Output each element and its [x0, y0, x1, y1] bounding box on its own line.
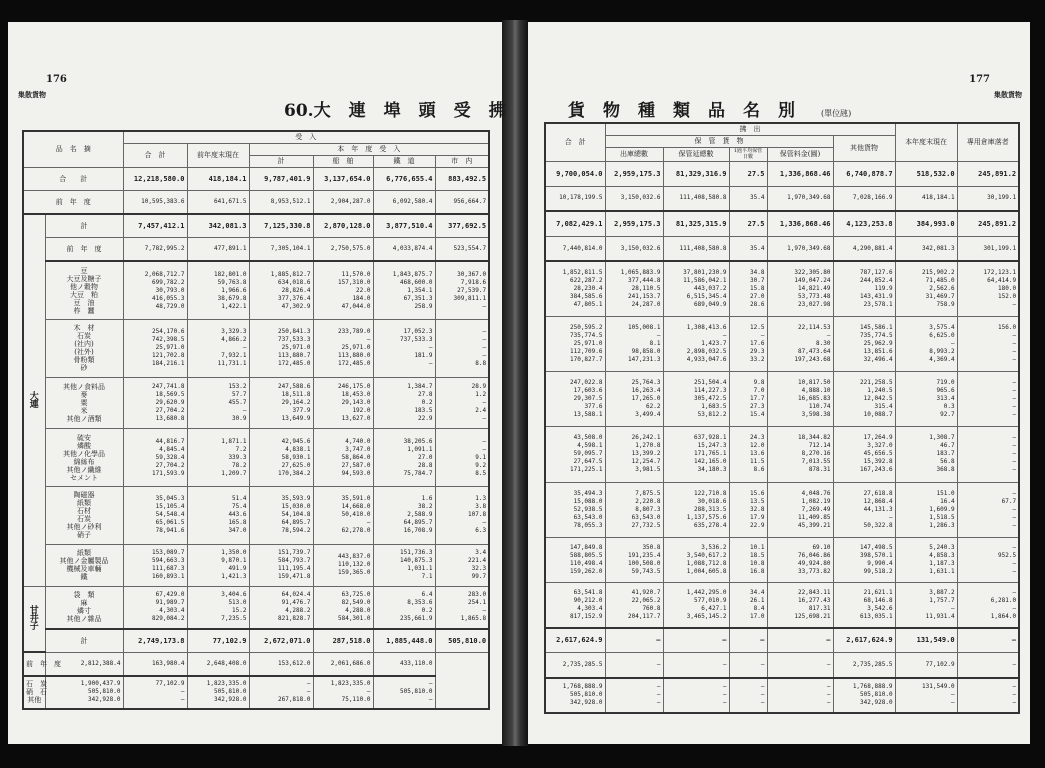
table-cell: 7,875.5 2,220.8 8,807.3 63,543.0 27,732.5 [605, 482, 663, 537]
table-cell: 17,052.3 737,533.3 — 181.9 — [373, 319, 435, 377]
table-cell: 342,081.3 [895, 236, 957, 261]
table-row [23, 238, 489, 262]
table-cell: 7,782,995.2 [123, 238, 187, 262]
table-cell: 1,885,448.0 [373, 629, 435, 653]
table-cell: 111,408,580.8 [663, 236, 729, 261]
table-row [545, 261, 1019, 316]
table-cell: 4,048.76 1,082.19 7,269.49 11,409.85 45,399.21 [767, 482, 833, 537]
table-cell: 1,823,335.0 — 75,110.0 [313, 676, 373, 709]
r-header-out: 出庫總數 [605, 147, 663, 161]
row-label: 計 [45, 629, 123, 653]
table-cell: 10.1 18.5 10.8 16.8 [729, 537, 767, 582]
table-cell: 250,841.3 737,533.3 25,971.0 113,880.7 172,485.0 [249, 319, 313, 377]
table-cell: — [663, 653, 729, 678]
r-header-storage: 保 管 貨 物 [605, 135, 833, 147]
table-cell: 2,735,285.5 [545, 653, 605, 678]
table-cell: 1,970,349.68 [767, 236, 833, 261]
table-cell: 182,801.0 59,763.8 1,966.6 38,679.8 1,422.1 [187, 261, 249, 319]
table-cell: 250,595.2 735,774.5 25,971.0 112,709.6 170,827.7 [545, 317, 605, 372]
row-label: 紙類 其他ノ金屬製品 機械及車輛 鐵 [45, 544, 123, 586]
table-cell: 1,768,888.9 505,810.0 342,928.0 [545, 678, 605, 713]
table-cell: 2,735,285.5 [833, 653, 895, 678]
table-cell: 67,429.0 91,989.7 4,303.4 829,084.2 [123, 587, 187, 629]
row-label: 石 炭 硝 石 其他 [23, 676, 45, 709]
table-cell: 18,344.82 712.14 8,270.16 7,013.55 878.31 [767, 427, 833, 482]
table-row [545, 161, 1019, 186]
table-cell: 3,150,032.6 [605, 236, 663, 261]
table-cell: 5,240.3 4,858.3 1,187.3 1,631.1 [895, 537, 957, 582]
table-cell: — [729, 653, 767, 678]
header-rail: 鐵 道 [373, 155, 435, 167]
table-cell: 342,081.3 [187, 214, 249, 238]
header-item: 品 名 摘 [23, 131, 123, 167]
table-cell: — [767, 653, 833, 678]
r-header-total: 合 計 [545, 123, 605, 161]
corner-label-right: 集散貨物 [994, 91, 1022, 99]
table-cell: 2,617,624.9 [833, 628, 895, 653]
table-cell: 6,776,655.4 [373, 167, 435, 191]
table-row [23, 544, 489, 586]
table-cell: 3,575.4 6,625.0 — 8,993.2 4,369.4 [895, 317, 957, 372]
table-cell: 637,928.1 15,247.3 171,765.1 142,165.0 34,180.3 [663, 427, 729, 482]
table-cell: — [767, 628, 833, 653]
table-cell: 64,024.4 91,476.7 4,288.2 821,828.7 [249, 587, 313, 629]
left-table-title [284, 96, 524, 121]
table-cell: 35.4 [729, 236, 767, 261]
row-label: 陶磁器 紙類 石材 石炭 其他ノ砂利 硝子 [45, 487, 123, 545]
right-data-table [544, 122, 1020, 714]
table-cell: 4,123,253.8 [833, 211, 895, 236]
row-label: 前 年 度 [23, 652, 45, 676]
table-row [545, 582, 1019, 627]
table-cell: 35,591.0 14,668.0 50,410.0 — 62,278.0 [313, 487, 373, 545]
row-label: 硫安 燐酸 其他ノ化學品 綿絲布 其他ノ纖維 セメント [45, 429, 123, 487]
table-cell: — 67.7 — — — [957, 482, 1019, 537]
r-header-warehouse: 專用倉庫落者 [957, 123, 1019, 161]
table-cell: 350.8 191,235.4 100,508.0 59,743.5 [605, 537, 663, 582]
table-cell: — — — [663, 678, 729, 713]
table-cell: 523,554.7 [435, 238, 489, 262]
table-cell: 6,740,878.7 [833, 161, 895, 186]
table-cell: 28.9 1.2 — 2.4 — [435, 377, 489, 429]
table-cell: 418,184.1 [895, 186, 957, 211]
table-cell: 63,725.0 82,549.0 4,288.0 584,301.0 [313, 587, 373, 629]
table-row [545, 678, 1019, 713]
table-cell: 151.0 16.4 1,609.9 1,518.5 1,286.3 [895, 482, 957, 537]
table-cell: — [957, 628, 1019, 653]
header-prev-stock: 前年度末現在 [187, 143, 249, 167]
table-cell: 322,305.80 149,047.24 14,821.49 53,773.48 23,027.98 [767, 261, 833, 316]
table-cell: — [663, 628, 729, 653]
table-cell: 10,178,199.5 [545, 186, 605, 211]
table-cell: — [957, 653, 1019, 678]
table-cell: 2,959,175.3 [605, 161, 663, 186]
table-cell: 25,764.3 16,263.4 17,265.0 62.2 3,499.4 [605, 372, 663, 427]
table-cell: 1,065,883.9 377,444.8 28,110.5 241,153.7 24,287.0 [605, 261, 663, 316]
row-label: 前 年 度 [45, 238, 123, 262]
table-cell: 233,789.0 — 25,971.0 113,880.0 172,485.0 [313, 319, 373, 377]
table-cell: 8,953,512.1 [249, 191, 313, 215]
page-number-left: 176 [46, 74, 67, 85]
table-row [545, 236, 1019, 261]
table-cell: 2,068,712.7 699,782.2 30,793.0 416,055.3 48,729.0 [123, 261, 187, 319]
table-cell: 3,137,654.0 [313, 167, 373, 191]
table-row [545, 317, 1019, 372]
table-cell: 22,114.53 — 8.30 87,473.64 197,243.68 [767, 317, 833, 372]
table-cell: 131,549.0 — — [895, 678, 957, 713]
table-cell: 30,367.0 7,918.6 27,539.7 309,811.1 — [435, 261, 489, 319]
table-cell: 245,891.2 [957, 161, 1019, 186]
table-cell: 3,536.2 3,540,617.2 1,088,712.8 1,004,605.8 [663, 537, 729, 582]
left-data-table [22, 130, 490, 710]
table-cell: 9,787,401.9 [249, 167, 313, 191]
table-cell: 122,710.8 30,018.6 288,313.5 1,137,575.6 635,278.4 [663, 482, 729, 537]
table-cell: 2,750,575.0 [313, 238, 373, 262]
table-cell: 2,812,388.4 [45, 652, 123, 676]
row-label: 其他ノ食料品 麥 粟 米 其他ノ酒類 [45, 377, 123, 429]
r-header-disbursement: 拂 出 [605, 123, 895, 135]
table-cell: 7,125,330.8 [249, 214, 313, 238]
title-text: 大連埠頭受拂 [313, 101, 524, 121]
table-row [23, 676, 489, 709]
table-cell: 3,150,032.6 [605, 186, 663, 211]
table-cell: 21,621.1 68,146.8 3,542.6 613,035.1 [833, 582, 895, 627]
table-cell: 3,404.6 513.0 15.2 7,235.5 [187, 587, 249, 629]
table-row [23, 429, 489, 487]
table-cell: 1,308,413.6 — 1,423.7 2,898,032.5 4,933,047.6 [663, 317, 729, 372]
header-total: 合 計 [123, 143, 187, 167]
table-cell: 153,089.7 594,663.3 111,687.3 160,893.1 [123, 544, 187, 586]
table-cell: 883,492.5 [435, 167, 489, 191]
table-cell: 1,970,349.68 [767, 186, 833, 211]
table-cell: — — 267,818.0 [249, 676, 313, 709]
table-cell: 2,904,287.0 [313, 191, 373, 215]
table-cell: 287,518.0 [313, 629, 373, 653]
table-cell: 153,612.0 [249, 652, 313, 676]
table-cell: — — — — — [957, 372, 1019, 427]
table-cell: 34.8 30.7 15.8 27.0 28.6 [729, 261, 767, 316]
table-cell: 172,123.1 64,414.9 180.0 152.0 — [957, 261, 1019, 316]
table-cell: 77,102.9 [187, 629, 249, 653]
header-this-year: 本 年 度 受 入 [249, 143, 489, 155]
table-cell: 22,843.11 16,277.43 817.31 125,698.21 [767, 582, 833, 627]
unit-label: (單位瓲) [821, 109, 852, 118]
table-cell: — — — [605, 678, 663, 713]
table-cell: 1,308.7 46.7 183.7 56.8 368.8 [895, 427, 957, 482]
table-cell: 30,199.1 [957, 186, 1019, 211]
table-cell: 35,593.9 15,030.0 54,104.8 64,895.7 78,594.2 [249, 487, 313, 545]
table-cell: — 505,810.0 — [373, 676, 435, 709]
table-cell: 956,664.7 [435, 191, 489, 215]
table-row [23, 487, 489, 545]
table-cell: 221,258.5 1,240.5 12,042.5 315.4 10,088.7 [833, 372, 895, 427]
table-cell: 247,022.8 17,603.6 29,307.5 377.6 13,588.1 [545, 372, 605, 427]
table-cell: — — 9.1 9.2 8.5 [435, 429, 489, 487]
table-cell: 2,648,408.0 [187, 652, 249, 676]
table-cell: 283.0 254.1 — 1,865.8 [435, 587, 489, 629]
table-cell: 1,350.0 9,870.1 491.9 1,421.3 [187, 544, 249, 586]
table-cell: 9,700,054.0 [545, 161, 605, 186]
table-cell: 641,671.5 [187, 191, 249, 215]
table-cell: 418,184.1 [187, 167, 249, 191]
table-cell: 145,586.1 735,774.5 25,962.9 13,851.6 32,496.4 [833, 317, 895, 372]
table-cell: 246,175.0 18,453.0 29,143.0 192.0 13,627.0 [313, 377, 373, 429]
table-cell: 719.0 965.6 313.4 0.3 92.7 [895, 372, 957, 427]
table-cell: 26,242.1 1,270.8 13,399.2 12,254.7 3,981.5 [605, 427, 663, 482]
table-cell: 77,102.9 [895, 653, 957, 678]
table-row [23, 652, 489, 676]
table-cell: — — — — — [957, 427, 1019, 482]
table-row [545, 653, 1019, 678]
table-cell: 1.6 38.2 2,588.9 64,895.7 16,708.9 [373, 487, 435, 545]
table-cell: 7,028,166.9 [833, 186, 895, 211]
table-cell: 10,817.50 4,888.10 16,685.83 110.74 3,598.38 [767, 372, 833, 427]
header-ship: 船 舶 [313, 155, 373, 167]
table-cell: 1.3 3.8 107.8 — 6.3 [435, 487, 489, 545]
table-cell: 153.2 57.7 455.7 — 30.9 [187, 377, 249, 429]
table-cell: 3.4 221.4 32.3 99.7 [435, 544, 489, 586]
left-page [8, 22, 524, 744]
table-cell: 43,508.0 4,598.1 59,095.7 27,647.5 171,225.1 [545, 427, 605, 482]
table-cell: 787,127.6 244,852.4 119.9 143,431.9 23,578.1 [833, 261, 895, 316]
table-cell: 2,672,071.0 [249, 629, 313, 653]
group-label: 甘井子 [23, 587, 45, 653]
table-cell: 10,595,383.6 [123, 191, 187, 215]
table-cell: 4,290,881.4 [833, 236, 895, 261]
header-city: 市 内 [435, 155, 489, 167]
table-cell: 63,541.8 90,212.0 4,303.4 817,152.9 [545, 582, 605, 627]
table-cell: — — — [767, 678, 833, 713]
table-cell: 1,843,875.7 468,600.0 1,354.1 67,351.3 258.9 [373, 261, 435, 319]
table-cell: 1,852,811.5 622,287.2 28,230.4 384,585.6 47,805.1 [545, 261, 605, 316]
table-cell: 2,870,128.0 [313, 214, 373, 238]
table-cell: 151,736.3 140,875.3 1,031.1 7.1 [373, 544, 435, 586]
table-cell: — [605, 653, 663, 678]
group-label: 大連 [23, 214, 45, 586]
table-cell: 251,504.4 114,227.3 305,472.5 1,683.5 53,812.2 [663, 372, 729, 427]
book-gutter [502, 20, 528, 746]
table-cell: 1,871.1 7.2 339.3 78.2 1,209.7 [187, 429, 249, 487]
table-cell: 3,887.2 1,757.7 — 11,931.4 [895, 582, 957, 627]
table-cell: 35,494.3 15,088.0 52,938.5 63,543.0 78,055.3 [545, 482, 605, 537]
table-cell: 1,336,868.46 [767, 211, 833, 236]
table-cell: — — — [957, 678, 1019, 713]
table-cell: 12,218,580.0 [123, 167, 187, 191]
table-cell: 1,900,437.9 505,810.0 342,928.0 [45, 676, 123, 709]
table-cell: 2,061,686.0 [313, 652, 373, 676]
table-cell: 37,801,230.9 11,586,042.1 443,037.2 6,515,345.4 689,049.9 [663, 261, 729, 316]
row-label: 合 計 [23, 167, 123, 191]
table-cell: 518,532.0 [895, 161, 957, 186]
table-row [23, 587, 489, 629]
r-header-avg-days: 1瓲平均保管日數 [729, 147, 767, 161]
table-cell: 247,741.8 18,569.5 29,620.9 27,704.2 13,680.8 [123, 377, 187, 429]
table-cell: 1,823,335.0 505,810.0 342,928.0 [187, 676, 249, 709]
table-cell: 1,885,812.7 634,018.6 28,826.4 377,376.4 47,302.9 [249, 261, 313, 319]
table-cell: 151,739.7 584,793.7 111,195.4 159,471.8 [249, 544, 313, 586]
table-row [23, 377, 489, 429]
table-cell: 1,336,868.46 [767, 161, 833, 186]
title-number: 60. [284, 101, 314, 121]
table-cell: — 952.5 — — [957, 537, 1019, 582]
table-cell: — [729, 628, 767, 653]
row-label: 前 年 度 [23, 191, 123, 215]
table-row [545, 186, 1019, 211]
table-cell: 163,980.4 [123, 652, 187, 676]
table-cell: 1,442,295.0 577,010.9 6,427.1 3,465,145.2 [663, 582, 729, 627]
table-cell: 44,816.7 4,845.4 59,328.4 27,704.2 171,593.9 [123, 429, 187, 487]
table-cell: 34.4 26.1 8.4 17.0 [729, 582, 767, 627]
header-sum: 計 [249, 155, 313, 167]
table-cell: 77,102.9 — — [123, 676, 187, 709]
table-cell: — 6,281.0 — 1,864.0 [957, 582, 1019, 627]
table-cell: 7,305,104.1 [249, 238, 313, 262]
table-cell: 12.5 — 17.6 29.3 33.2 [729, 317, 767, 372]
table-cell: 35.4 [729, 186, 767, 211]
table-cell: 147,849.8 588,805.5 110,498.4 159,262.0 [545, 537, 605, 582]
row-label: 木 材 石炭 (社内) (社外) 骨粉類 砂 [45, 319, 123, 377]
table-cell: 17,264.9 3,327.0 45,656.5 15,392.8 167,243.6 [833, 427, 895, 482]
right-table-title [568, 96, 851, 121]
page-number-right: 177 [969, 74, 990, 85]
table-cell: 377,692.5 [435, 214, 489, 238]
table-cell: 1,768,888.9 505,810.0 342,928.0 [833, 678, 895, 713]
table-cell: 156.0 — — — — [957, 317, 1019, 372]
table-cell: 9.8 7.0 17.7 27.3 15.4 [729, 372, 767, 427]
table-cell: — — — — 8.8 [435, 319, 489, 377]
table-cell: 384,993.0 [895, 211, 957, 236]
title-text-right: 貨物種類品名別 [568, 101, 813, 121]
table-row [545, 628, 1019, 653]
table-cell: 215,902.2 71,485.0 2,562.6 31,469.7 758.9 [895, 261, 957, 316]
table-cell: 24.3 12.0 13.6 11.5 8.6 [729, 427, 767, 482]
r-header-year-end: 本年度末現在 [895, 123, 957, 161]
table-cell: 505,810.0 [435, 629, 489, 653]
table-cell: 51.4 75.4 443.6 165.8 347.0 [187, 487, 249, 545]
table-cell: — [605, 628, 663, 653]
table-cell: 443,837.0 110,132.0 159,365.0 [313, 544, 373, 586]
r-header-fee: 保管料金(圓) [767, 147, 833, 161]
corner-label-left: 集散貨物 [18, 91, 46, 99]
table-cell: 2,749,173.8 [123, 629, 187, 653]
table-cell: 27,618.8 12,868.4 44,131.3 — 50,322.8 [833, 482, 895, 537]
table-cell: 2,959,175.3 [605, 211, 663, 236]
table-cell: 35,045.3 15,105.4 54,548.4 65,061.5 78,941.6 [123, 487, 187, 545]
table-cell: 477,891.1 [187, 238, 249, 262]
table-cell: 81,329,316.9 [663, 161, 729, 186]
table-cell: 105,008.1 — 8.1 98,858.0 147,231.3 [605, 317, 663, 372]
r-header-other: 其他貨物 [833, 135, 895, 161]
table-cell: 27.5 [729, 211, 767, 236]
table-row [545, 372, 1019, 427]
table-cell: 7,082,429.1 [545, 211, 605, 236]
table-cell: 42,945.6 4,838.1 58,930.1 27,625.0 170,384.2 [249, 429, 313, 487]
table-cell: 245,891.2 [957, 211, 1019, 236]
table-cell: 7,440,814.0 [545, 236, 605, 261]
table-cell: 1,384.7 27.8 0.2 183.5 22.9 [373, 377, 435, 429]
table-cell: 4,740.0 3,747.0 58,864.0 27,587.0 94,593.0 [313, 429, 373, 487]
table-cell: 2,617,624.9 [545, 628, 605, 653]
table-cell: — — — [729, 678, 767, 713]
table-cell: 247,588.6 18,511.8 29,164.2 377.9 13,649.9 [249, 377, 313, 429]
table-row [545, 482, 1019, 537]
table-cell: 11,570.0 157,310.0 22.0 184.0 47,044.0 [313, 261, 373, 319]
r-header-storage-total: 保管延總數 [663, 147, 729, 161]
row-label: 袋 類 麻 燐寸 其他ノ雜品 [45, 587, 123, 629]
table-row [23, 261, 489, 319]
table-cell: 27.5 [729, 161, 767, 186]
table-row [545, 211, 1019, 236]
table-row [545, 427, 1019, 482]
table-row [23, 319, 489, 377]
header-receipt: 受 入 [123, 131, 489, 143]
row-label: 豆 大豆及糖子 他ノ穀物 大豆 粕 豆 油 柞 蠶 [45, 261, 123, 319]
table-cell: 7,457,412.1 [123, 214, 187, 238]
table-cell: 3,877,510.4 [373, 214, 435, 238]
table-cell: 69.10 76,046.86 49,924.80 33,773.82 [767, 537, 833, 582]
table-cell: 15.6 13.5 32.8 17.9 22.9 [729, 482, 767, 537]
table-cell: 6.4 8,353.6 0.2 235,661.9 [373, 587, 435, 629]
table-row [23, 214, 489, 238]
table-cell: 433,110.0 [373, 652, 435, 676]
table-cell: 4,033,874.4 [373, 238, 435, 262]
table-cell: 38,205.6 1,091.1 27.0 28.8 75,784.7 [373, 429, 435, 487]
table-row [23, 191, 489, 215]
table-cell: 111,408,580.8 [663, 186, 729, 211]
table-cell: 41,920.7 22,065.2 760.8 204,117.7 [605, 582, 663, 627]
table-cell: 254,170.6 742,398.5 25,971.0 121,702.8 184,216.1 [123, 319, 187, 377]
right-page [528, 22, 1030, 744]
table-cell: 3,329.3 4,866.2 — 7,932.1 11,731.1 [187, 319, 249, 377]
table-cell: 147,498.5 398,570.1 9,990.4 99,518.2 [833, 537, 895, 582]
table-row [23, 629, 489, 653]
table-cell: 81,325,315.9 [663, 211, 729, 236]
table-cell: 301,199.1 [957, 236, 1019, 261]
row-label: 計 [45, 214, 123, 238]
table-cell: 131,549.0 [895, 628, 957, 653]
table-cell: 6,092,580.4 [373, 191, 435, 215]
table-row [23, 167, 489, 191]
table-row [545, 537, 1019, 582]
